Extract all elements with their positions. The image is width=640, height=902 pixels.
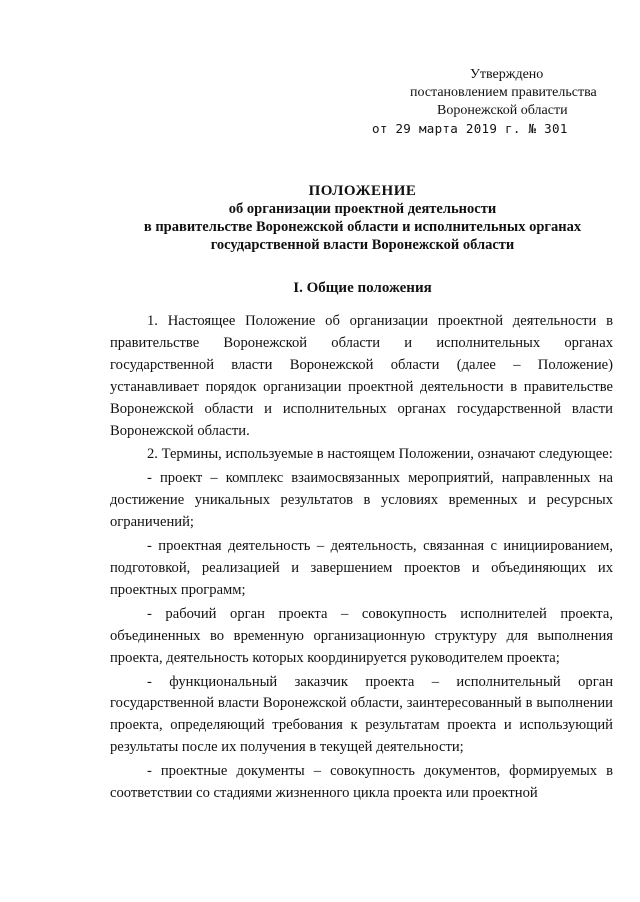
title-main: ПОЛОЖЕНИЕ [308,183,417,199]
title-line-3: в правительстве Воронежской области и исполнительных органах [143,219,582,235]
definition-working-body: - рабочий орган проекта – совокупность исполнителей проекта, объединенных во временную организационную структуру для выполнения проекта, деятельность которых координируется руководителем проекта; [110,605,613,666]
section-heading: I. Общие положения [293,280,432,296]
paragraph-1: 1. Настоящее Положение об организации проектной деятельности в правительстве Воронежской области и исполнительных органах государственной власти Воронежской области (далее – Положение) устанавливает порядок организации проектной деятельности в правительстве Воронежской области и исполнительных органах государственной власти Воронежской области. [110,313,613,439]
definition-project-documents: - проектные документы – совокупность документов, формируемых в соответствии со стадиями жизненного цикла проекта или проектной [110,763,613,802]
approval-line-region: Воронежской области [437,103,568,118]
definition-functional-customer: - функциональный заказчик проекта – исполнительный орган государственной власти Воронежской области, заинтересованный в выполнении проекта, определяющий требования к результатам проекта и использующий результаты после их получения в текущей деятельности; [110,673,613,756]
approval-line-approved: Утверждено [470,67,544,82]
approval-line-decree: постановлением правительства [410,85,597,100]
definition-project: - проект – комплекс взаимосвязанных мероприятий, направленных на достижение уникальных результатов в условиях временных и ресурсных ограничений; [110,470,613,531]
document-body [110,311,613,805]
definition-project-activity: - проектная деятельность – деятельность, связанная с инициированием, подготовкой, реализацией и завершением проектов и объединяющих их проектных программ; [110,538,613,598]
paragraph-2: 2. Термины, используемые в настоящем Положении, означают следующее: [147,446,613,463]
approval-line-date-number: от 29 марта 2019 г. № 301 [372,121,568,136]
title-line-4: государственной власти Воронежской области [210,237,515,253]
document-title [80,182,640,254]
approval-stamp [370,66,610,138]
title-line-2: об организации проектной деятельности [228,201,497,217]
